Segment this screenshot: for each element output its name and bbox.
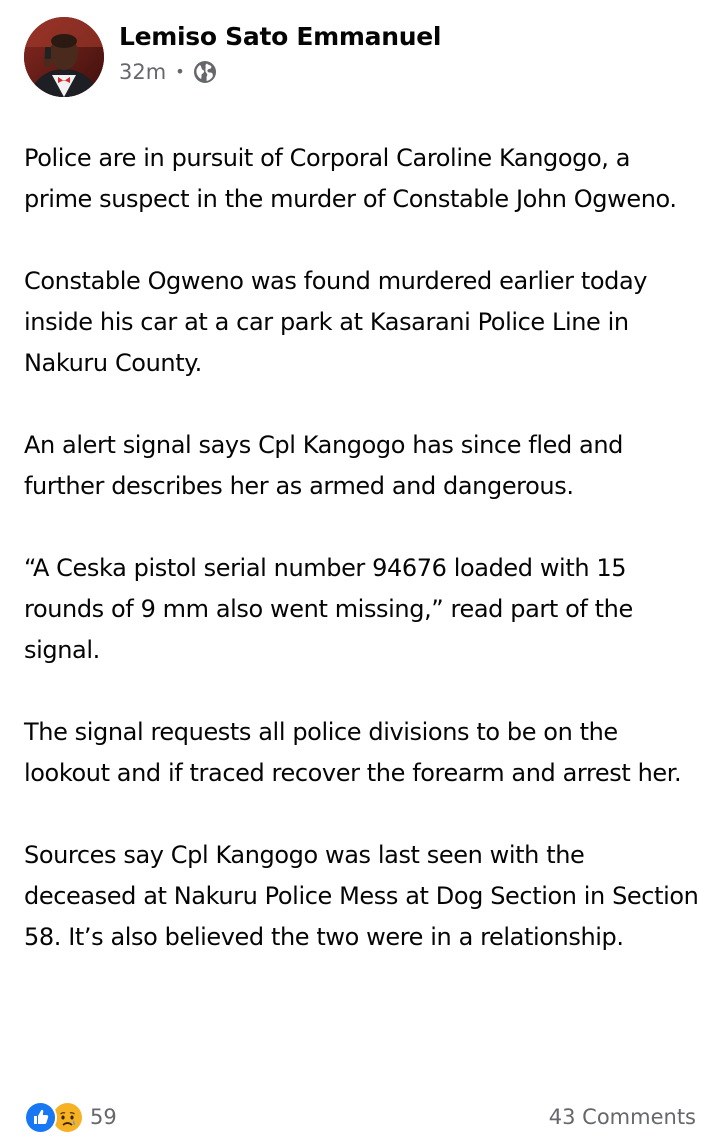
reactions-summary[interactable] [24,1101,117,1134]
post-paragraph: An alert signal says Cpl Kangogo has since fled and further describes her as armed and dangerous. [24,431,623,500]
post-paragraph: The signal requests all police divisions to be on the lookout and if traced recover the forearm and arrest her. [24,718,682,787]
post-paragraph: Police are in pursuit of Corporal Caroline Kangogo, a prime suspect in the murder of Constable John Ogweno. [24,144,677,213]
comments-count-link[interactable]: 43 Comments [548,1105,696,1129]
like-icon [24,1101,57,1134]
post-timestamp[interactable]: 32m [119,60,167,84]
post-meta [119,17,441,85]
post-paragraph: Constable Ogweno was found murdered earlier today inside his car at a car park at Kasarani Police Line in Nakuru County. [24,267,648,377]
avatar[interactable] [24,17,104,97]
post-body [24,138,700,958]
meta-separator: • [175,62,185,81]
post-header [24,17,441,97]
globe-icon [193,60,217,84]
post-paragraph: Sources say Cpl Kangogo was last seen with the deceased at Nakuru Police Mess at Dog Section in Section 58. It’s also believed the two were in a relationship. [24,841,699,951]
post-subline [119,59,441,85]
post-paragraph: “A Ceska pistol serial number 94676 loaded with 15 rounds of 9 mm also went missing,” read part of the signal. [24,554,633,664]
post-footer [24,1099,696,1135]
author-name[interactable]: Lemiso Sato Emmanuel [119,22,442,51]
reaction-count: 59 [90,1105,117,1129]
